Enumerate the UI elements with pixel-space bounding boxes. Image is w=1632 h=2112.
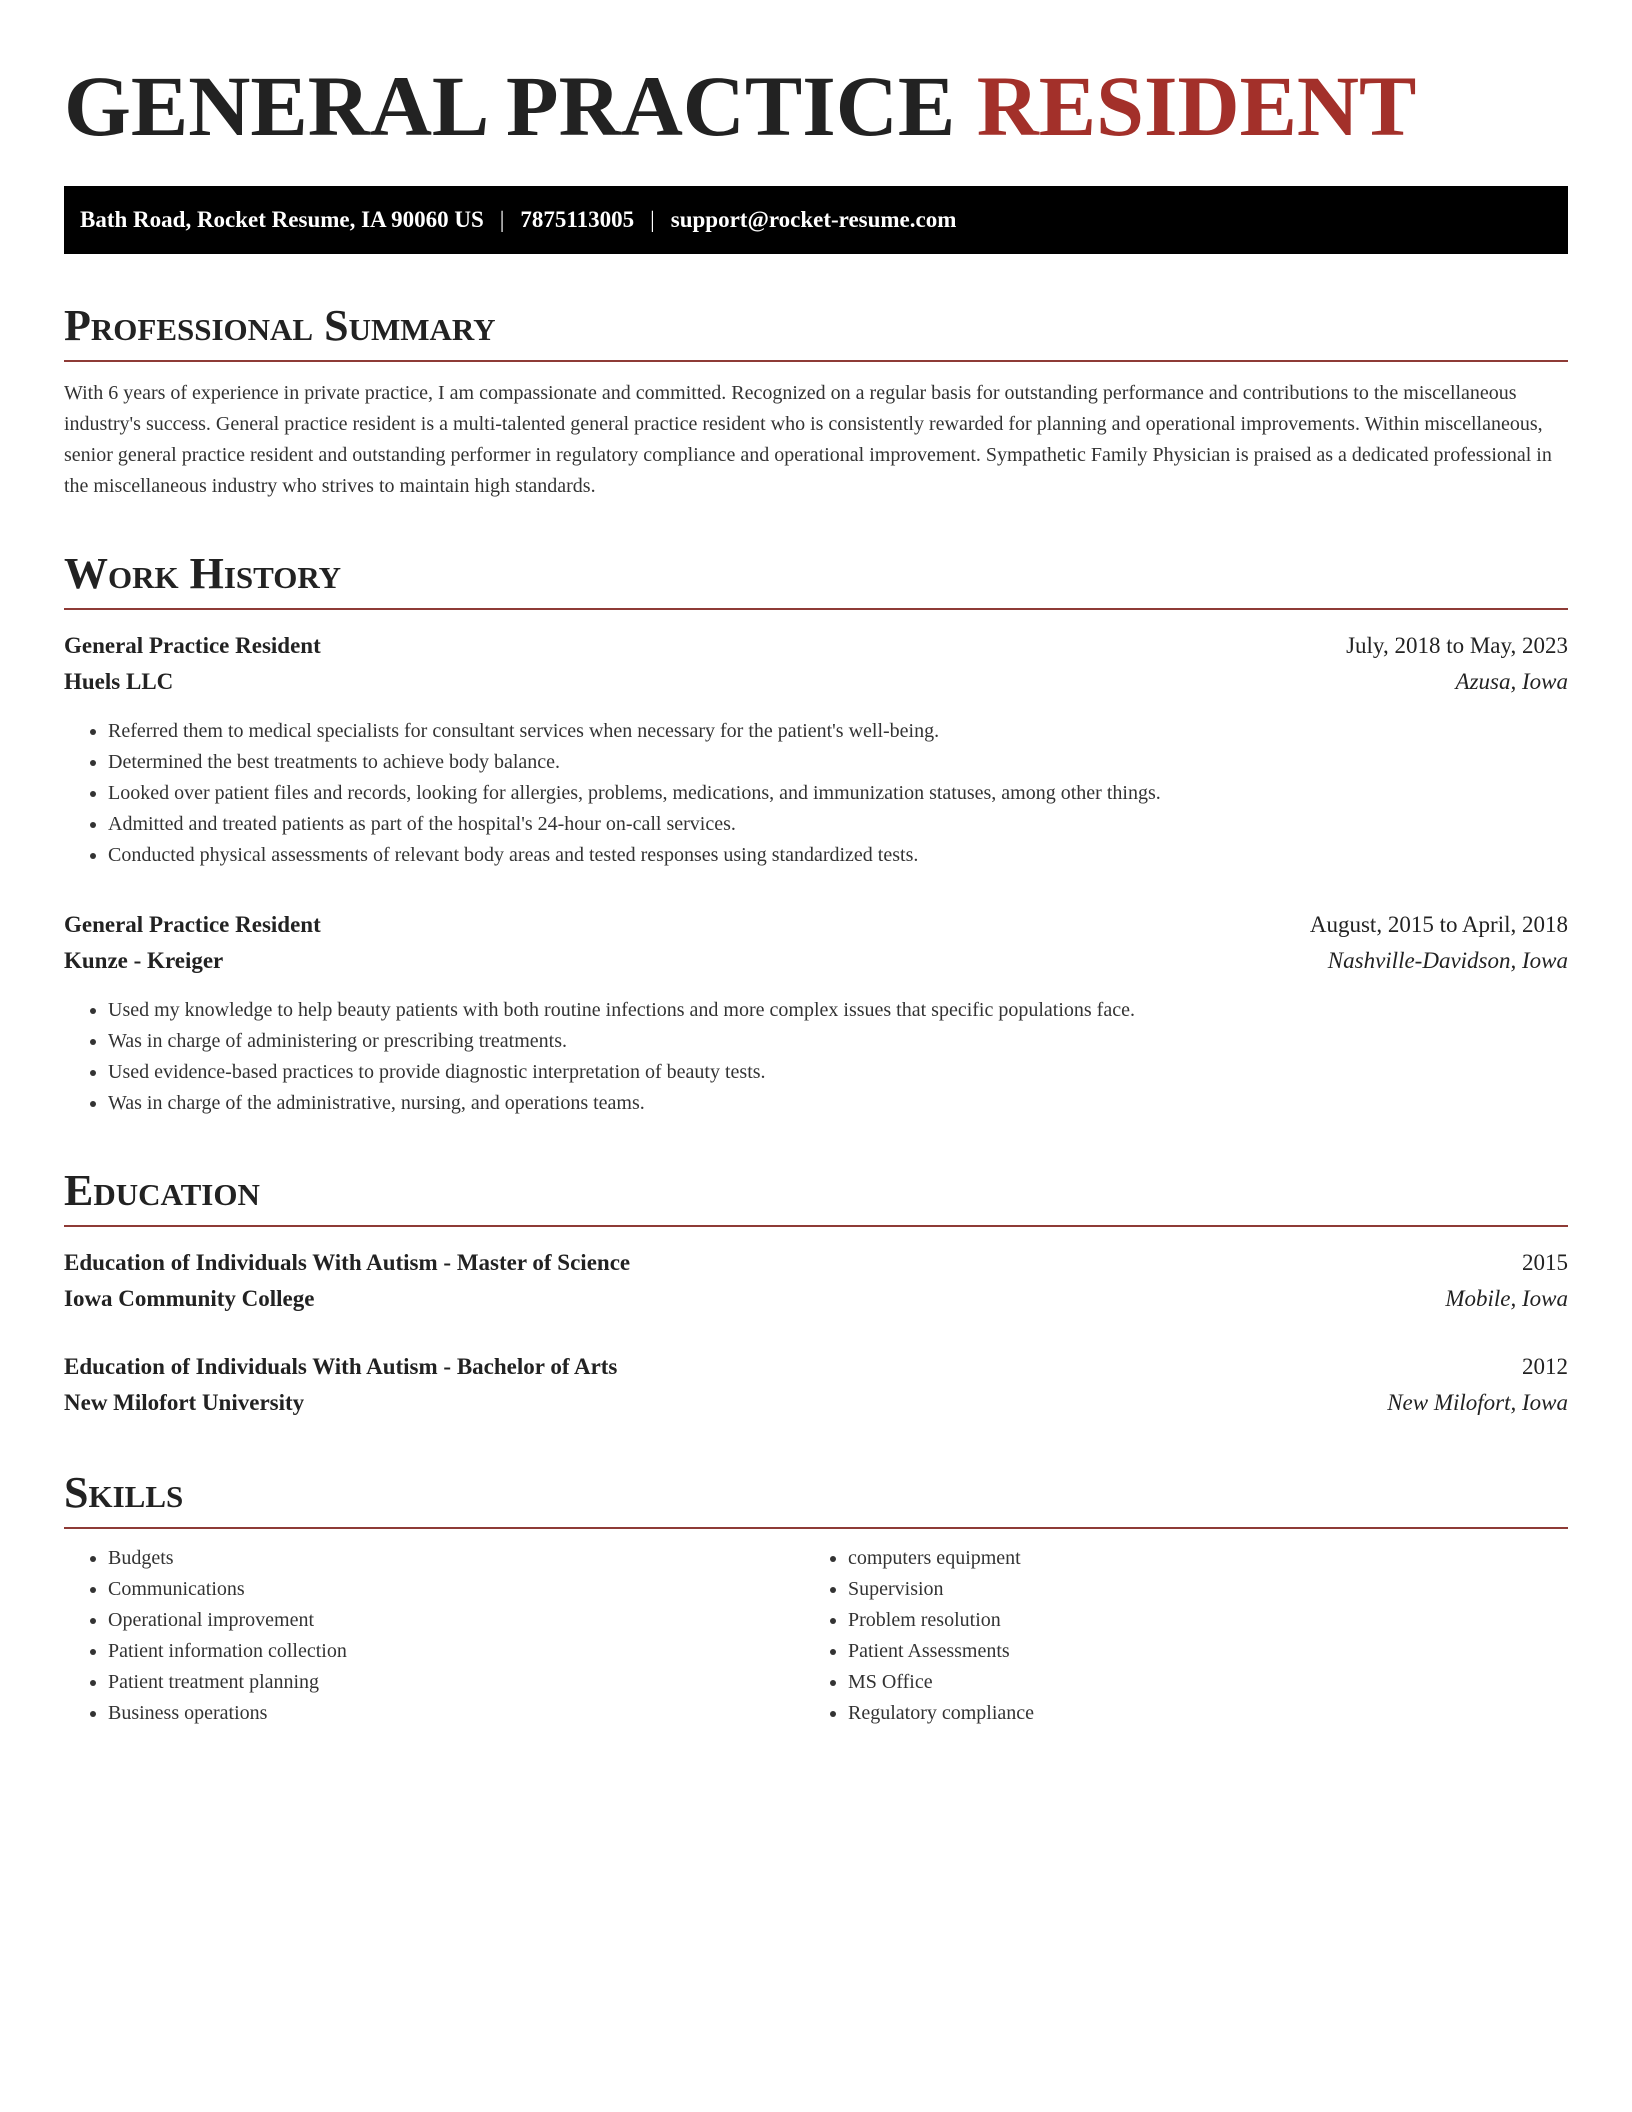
title-main: GENERAL PRACTICE (64, 58, 956, 154)
skills-column-left (64, 1543, 804, 1729)
list-item: • Used evidence-based practices to provide diagnostic interpretation of beauty tests. (108, 1057, 1568, 1088)
work-history-heading: Work History (64, 546, 1568, 610)
education-location: New Milofort, Iowa (1387, 1390, 1568, 1415)
job-company: Kunze - Kreiger (64, 948, 224, 973)
list-item: • Determined the best treatments to achieve body balance. (108, 747, 1568, 778)
list-item: • Communications (108, 1574, 804, 1605)
job-entry (64, 907, 1568, 1119)
list-item: • Admitted and treated patients as part of the hospital's 24-hour on-call services. (108, 809, 1568, 840)
education-entry (64, 1245, 1568, 1317)
job-bullets (64, 716, 1568, 871)
list-item: • Regulatory compliance (848, 1698, 1544, 1729)
list-item: • MS Office (848, 1667, 1544, 1698)
list-item: • computers equipment (848, 1543, 1544, 1574)
list-item: • Patient Assessments (848, 1636, 1544, 1667)
job-company-row (64, 943, 1568, 979)
education-year: 2015 (1522, 1250, 1568, 1275)
contact-separator: | (499, 207, 505, 232)
education-degree-row (64, 1245, 1568, 1281)
contact-address: Bath Road, Rocket Resume, IA 90060 US (80, 207, 484, 232)
job-title: General Practice Resident (64, 633, 321, 658)
education-degree: Education of Individuals With Autism - Bachelor of Arts (64, 1354, 618, 1379)
contact-phone: 7875113005 (520, 207, 635, 232)
list-item: • Was in charge of the administrative, nursing, and operations teams. (108, 1088, 1568, 1119)
resume-page (64, 0, 1568, 1729)
job-entry (64, 628, 1568, 871)
job-company-row (64, 664, 1568, 700)
skills-heading: Skills (64, 1465, 1568, 1529)
summary-heading: Professional Summary (64, 298, 1568, 362)
job-bullets (64, 995, 1568, 1119)
list-item: • Looked over patient files and records, looking for allergies, problems, medications, and immunization statuses, among other things. (108, 778, 1568, 809)
job-company: Huels LLC (64, 669, 174, 694)
list-item: • Problem resolution (848, 1605, 1544, 1636)
education-degree-row (64, 1349, 1568, 1385)
education-school: New Milofort University (64, 1390, 305, 1415)
title-accent: RESIDENT (976, 58, 1417, 154)
job-title-row (64, 907, 1568, 943)
job-title-row (64, 628, 1568, 664)
skills-column-right (804, 1543, 1544, 1729)
resume-title (64, 56, 1568, 156)
education-entry (64, 1349, 1568, 1421)
list-item: • Referred them to medical specialists for consultant services when necessary for the patient's well-being. (108, 716, 1568, 747)
list-item: • Conducted physical assessments of relevant body areas and tested responses using standardized tests. (108, 840, 1568, 871)
education-heading: Education (64, 1163, 1568, 1227)
list-item: • Business operations (108, 1698, 804, 1729)
job-dates: August, 2015 to April, 2018 (1309, 912, 1568, 937)
education-location: Mobile, Iowa (1445, 1286, 1568, 1311)
education-school: Iowa Community College (64, 1286, 315, 1311)
education-degree: Education of Individuals With Autism - Master of Science (64, 1250, 631, 1275)
contact-email: support@rocket-resume.com (670, 207, 957, 232)
list-item: • Used my knowledge to help beauty patients with both routine infections and more complex issues that specific populations face. (108, 995, 1568, 1026)
job-title: General Practice Resident (64, 912, 321, 937)
skills-list (64, 1543, 1568, 1729)
list-item: • Was in charge of administering or prescribing treatments. (108, 1026, 1568, 1057)
job-dates: July, 2018 to May, 2023 (1346, 633, 1568, 658)
list-item: • Operational improvement (108, 1605, 804, 1636)
job-location: Azusa, Iowa (1455, 669, 1568, 694)
job-location: Nashville-Davidson, Iowa (1327, 948, 1568, 973)
contact-separator: | (650, 207, 655, 232)
contact-bar (64, 186, 1568, 254)
education-year: 2012 (1522, 1354, 1568, 1379)
list-item: • Patient information collection (108, 1636, 804, 1667)
list-item: • Budgets (108, 1543, 804, 1574)
list-item: • Supervision (848, 1574, 1544, 1605)
summary-text: With 6 years of experience in private practice, I am compassionate and committed. Recognized on a regular basis for outstanding performance and contributions to the miscellaneous industry's success. General practice resident is a multi-talented general practice resident who is consistently rewarded for planning and operational improvements. Within miscellaneous, senior general practice resident and outstanding performer in regulatory compliance and operational improvement. Sympathetic Family Physician is praised as a dedicated professional in the miscellaneous industry who strives to maintain high standards. (64, 382, 1552, 497)
education-school-row (64, 1281, 1568, 1317)
education-school-row (64, 1385, 1568, 1421)
list-item: • Patient treatment planning (108, 1667, 804, 1698)
